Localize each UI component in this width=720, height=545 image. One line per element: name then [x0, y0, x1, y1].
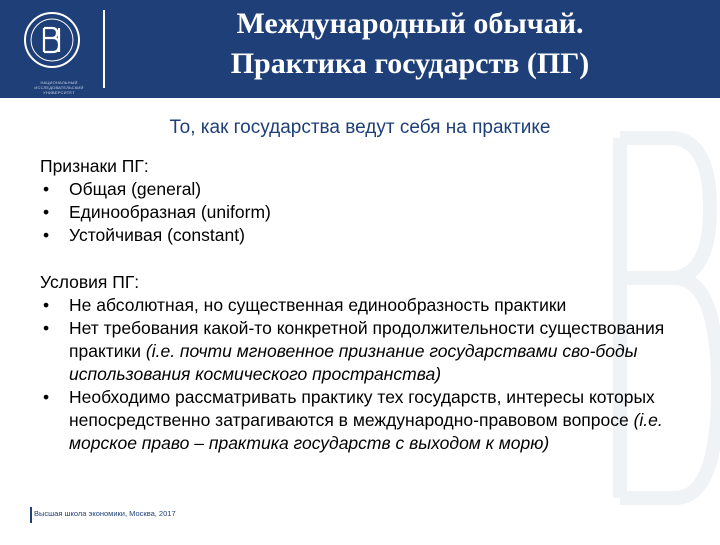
- list-item: • Единообразная (uniform): [43, 202, 271, 222]
- conditions-list: [40, 294, 712, 455]
- slide-subtitle: То, как государства ведут себя на практике: [169, 117, 551, 138]
- title-line-2: Практика государств (ПГ): [230, 47, 590, 80]
- footer-text: Высшая школа экономики, Москва, 2017: [34, 509, 176, 518]
- list-item: • Общая (general): [43, 179, 202, 199]
- list-item: • Необходимо рассматривать практику тех государств, интересы которых непосредственно затрагиваются в международно-правовом вопросе (i.e. морское право – практика государств с выходом к морю): [43, 387, 663, 453]
- conditions-heading: Условия ПГ:: [40, 272, 140, 292]
- footer: [0, 505, 720, 540]
- logo-caption: НАЦИОНАЛЬНЫЙ ИССЛЕДОВАТЕЛЬСКИЙ УНИВЕРСИТЕТ: [34, 80, 84, 95]
- list-item: • Не абсолютная, но существенная единообразность практики: [43, 295, 567, 315]
- hse-logo: [8, 6, 96, 95]
- list-item: • Нет требования какой-то конкретной продолжительности существования практики (i.e. почти мгновенное признание государствами сво-боды использования космического пространства): [43, 318, 665, 384]
- header-bar: [0, 0, 720, 98]
- signs-list: [40, 178, 712, 247]
- hse-emblem-icon: [8, 6, 96, 78]
- slide-body: [40, 155, 712, 455]
- list-item: • Устойчивая (constant): [43, 225, 245, 245]
- signs-heading: Признаки ПГ:: [40, 156, 149, 176]
- slide-title: [110, 4, 710, 84]
- title-line-1: Международный обычай.: [236, 7, 584, 40]
- header-divider: [103, 10, 105, 88]
- footer-rule: [30, 507, 32, 523]
